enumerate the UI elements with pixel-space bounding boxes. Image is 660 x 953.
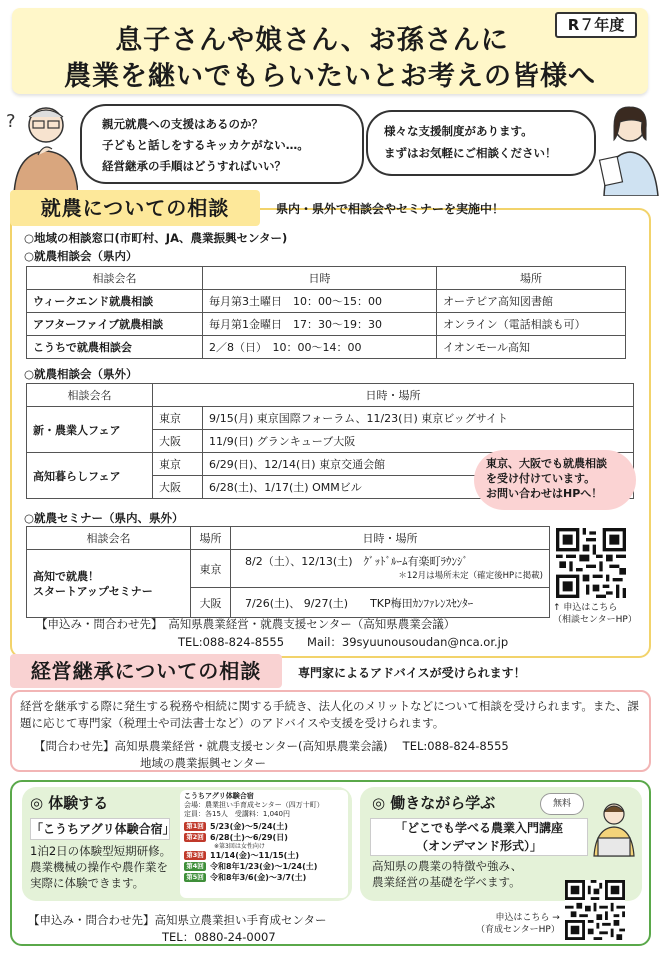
col-header: 場所: [191, 527, 231, 550]
farming-consultation-subheading: 県内・県外で相談会やセミナーを実施中！: [276, 202, 505, 216]
schedule-title: こうちアグリ体験合宿: [184, 792, 254, 800]
succession-contact: 【問合わせ先】高知県農業経営・就農支援センター(高知県農業会議) TEL:088-824-8555: [34, 739, 509, 753]
experience-description: [30, 843, 171, 891]
succession-consultation-subheading: 専門家によるアドバイスが受けられます！: [298, 666, 526, 680]
description-line: 1泊2日の体験型短期研修。: [30, 844, 172, 858]
schedule-fee: 定員：各15人 受講料：1,040円: [184, 810, 290, 818]
callout-line: 東京、大阪でも就農相談: [486, 457, 607, 470]
experience-heading: ◎ 体験する: [30, 794, 109, 812]
table-row: [27, 407, 634, 430]
event-place: オンライン（電話相談も可）: [437, 313, 626, 336]
event-name: 新・農業人フェア: [27, 407, 153, 453]
event-detail: 11/9(日) グランキューブ大阪: [203, 430, 634, 453]
free-badge: 無料: [540, 793, 584, 815]
answer-speech-bubble: [366, 110, 596, 176]
outpref-label: ○就農相談会（県外）: [24, 367, 138, 381]
event-city: 東京: [153, 453, 203, 476]
fiscal-year-badge: R７年度: [555, 12, 637, 38]
online-course-name: [370, 818, 588, 856]
description-line: 農業機械の操作や農作業を: [30, 860, 168, 874]
event-detail: 6/28(土)、1/17(土) OMMビル: [203, 476, 634, 499]
question-1: 親元就農への支援はあるのか？: [102, 117, 263, 131]
thinking-man-illustration: [0, 95, 78, 195]
table-row: [27, 290, 626, 313]
inpref-consultation-table: [26, 266, 626, 359]
qr-caption-consultation: [553, 602, 637, 626]
schedule-row: [184, 850, 344, 861]
col-header: 日時: [203, 267, 437, 290]
seminar-label: ○就農セミナー（県内、県外）: [24, 511, 184, 525]
seminar-city: 大阪: [191, 588, 231, 618]
answer-2: まずはお気軽にご相談ください！: [384, 146, 557, 160]
session-tag: 第3回: [184, 851, 206, 860]
succession-consultation-heading: 経営継承についての相談: [10, 654, 282, 688]
succession-body-text: 経営を継承する際に発生する税務や相続に関する手続き、法人化のメリットなどについて相談を受けられます。また、課題に応じて専門家（税理士や司法書士など）のアドバイスや支援を受けられます。: [20, 699, 639, 730]
event-datetime: 毎月第1金曜日 17：30～19：30: [203, 313, 437, 336]
description-line: 高知県の農業の特徴や強み、: [372, 859, 523, 873]
farming-contact-tel-mail: TEL:088-824-8555 Mail：39syuunousoudan@nca.or.jp: [178, 635, 509, 649]
event-place: イオンモール高知: [437, 336, 626, 359]
training-contact: 【申込み・問合わせ先】高知県立農業担い手育成センター: [28, 913, 327, 927]
seminar-city: 東京: [191, 550, 231, 588]
local-window-label: ○地域の相談窓口(市町村、JA、農業振興センター): [24, 231, 288, 245]
qr-caption-line: （育成センターHP）: [476, 925, 560, 935]
qr-code-training-center[interactable]: [565, 880, 625, 940]
title-banner: [12, 8, 648, 94]
question-speech-bubble: [80, 104, 364, 184]
event-detail: 6/29(日)、12/14(日) 東京交通会館: [203, 453, 634, 476]
schedule-row: [184, 821, 344, 832]
event-name: 高知暮らしフェア: [27, 453, 153, 499]
farming-consultation-heading: 就農についての相談: [10, 190, 260, 226]
schedule-row: [184, 832, 344, 843]
seminar-table: [26, 526, 550, 618]
outpref-callout: [474, 450, 636, 510]
seminar-name: [27, 550, 191, 618]
event-name: こうちで就農相談会: [27, 336, 203, 359]
col-header: 日時・場所: [231, 527, 550, 550]
course-name-line-1: 「どこでも学べる農業入門講座: [394, 821, 563, 835]
table-row: [27, 313, 626, 336]
session-dates: 6/28(土)～6/29(日): [210, 833, 288, 842]
callout-line: を受け付けています。: [486, 472, 596, 485]
course-name-line-2: （オンデマンド形式）」: [415, 839, 542, 853]
session-dates: 5/23(金)～5/24(土): [210, 822, 288, 831]
session-dates: 11/14(金)～11/15(土): [210, 851, 299, 860]
seminar-detail-text: 8/2（土）、12/13(土) ｸﾞｯﾄﾞﾙｰﾑ有楽町ﾗｳﾝｼﾞ: [245, 554, 468, 568]
succession-contact-secondary: 地域の農業振興センター: [140, 756, 267, 770]
table-header-row: [27, 384, 634, 407]
table-header-row: [27, 527, 550, 550]
session-dates: 令和8年3/6(金)～3/7(土): [210, 873, 307, 882]
event-name: ウィークエンド就農相談: [27, 290, 203, 313]
session-tag: 第4回: [184, 862, 206, 871]
col-header: 日時・場所: [153, 384, 634, 407]
question-2: 子どもと話しをするキッカケがない…。: [102, 138, 309, 152]
seminar-name-line-2: スタートアップセミナー: [33, 584, 153, 598]
event-datetime: 2／8（日） 10：00～14：00: [203, 336, 437, 359]
qr-caption-line: ↑ 申込はこちら: [553, 603, 618, 613]
event-name: アフターファイブ就農相談: [27, 313, 203, 336]
answer-1: 様々な支援制度があります。: [384, 124, 533, 138]
col-header: 相談会名: [27, 527, 191, 550]
qr-caption-training: [476, 912, 560, 936]
online-course-description: [372, 858, 522, 890]
event-place: オーテピア高知図書館: [437, 290, 626, 313]
schedule-row: [184, 861, 344, 872]
seminar-note: ＊12月は場所未定（確定後HPに掲載): [398, 570, 543, 581]
col-header: 相談会名: [27, 384, 153, 407]
title-line-2: 農業を継いでもらいたいとお考えの皆様へ: [64, 61, 596, 92]
svg-text:?: ?: [6, 111, 16, 132]
seminar-detail-text: 7/26(土)、 9/27(土) TKP梅田ｶﾝﾌｧﾚﾝｽｾﾝﾀｰ: [231, 588, 550, 618]
inpref-label: ○就農相談会（県内）: [24, 249, 138, 263]
callout-line: お問い合わせはHPへ！: [486, 487, 603, 500]
qr-caption-line: 申込はこちら →: [495, 913, 560, 923]
session-tag: 第5回: [184, 873, 206, 882]
col-header: 場所: [437, 267, 626, 290]
description-line: 農業経営の基礎を学べます。: [372, 875, 521, 889]
event-city: 東京: [153, 407, 203, 430]
experience-program-name: 「こうちアグリ体験合宿」: [30, 818, 170, 840]
event-detail: 9/15(月) 東京国際フォーラム、11/23(日) 東京ビッグサイト: [203, 407, 634, 430]
schedule-row: [184, 872, 344, 883]
question-3: 経営継承の手順はどうすればいい？: [102, 159, 286, 173]
seminar-name-line-1: 高知で就農！: [33, 569, 99, 583]
event-datetime: 毎月第3土曜日 10：00～15：00: [203, 290, 437, 313]
event-city: 大阪: [153, 476, 203, 499]
session-tag: 第2回: [184, 833, 206, 842]
seminar-detail: [231, 550, 550, 588]
col-header: 相談会名: [27, 267, 203, 290]
table-header-row: [27, 267, 626, 290]
table-row: [27, 550, 550, 588]
experience-schedule-card: [180, 790, 348, 898]
office-woman-illustration: [596, 98, 660, 196]
event-city: 大阪: [153, 430, 203, 453]
session-note: ※第3回は女性向け: [214, 843, 265, 850]
qr-caption-line: （相談センターHP）: [553, 615, 637, 625]
table-row: [27, 336, 626, 359]
description-line: 実際に体験できます。: [30, 876, 145, 890]
person-with-laptop-illustration: [588, 800, 640, 860]
qr-code-consultation-center[interactable]: [556, 528, 626, 598]
learn-while-working-heading: ◎ 働きながら学ぶ: [372, 794, 496, 812]
schedule-venue: 会場：農業担い手育成センター（四万十町）: [184, 801, 324, 809]
training-contact-tel: TEL：0880-24-0007: [162, 930, 276, 944]
farming-contact: 【申込み・問合わせ先】 高知県農業経営・就農支援センター（高知県農業会議）: [36, 617, 456, 631]
session-dates: 令和8年1/23(金)～1/24(土): [210, 862, 318, 871]
title-line-1: 息子さんや娘さん、お孫さんに: [115, 25, 509, 56]
session-tag: 第1回: [184, 822, 206, 831]
